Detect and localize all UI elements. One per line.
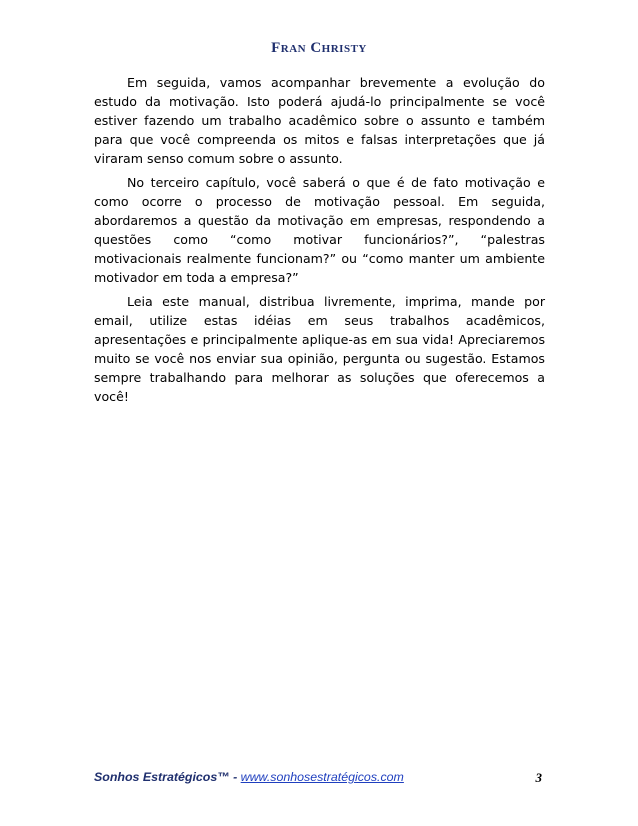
paragraph-2: No terceiro capítulo, você saberá o que é de fato motivação e como ocorre o processo de motivação pessoal. Em seguida, abordaremos a questão da motivação em empresas, respondendo a questões como “como motivar funcionários?”, “palestras motivacionais realmente funcionam?” ou “como manter um ambiente motivador em toda a empresa?”: [94, 175, 545, 285]
page-footer: [94, 770, 542, 790]
body-text: [94, 73, 545, 411]
page-header-author: Fran Christy: [271, 40, 367, 56]
paragraph-3: Leia este manual, distribua livremente, imprima, mande por email, utilize estas idéias em seus trabalhos acadêmicos, apresentações e principalmente aplique-as em sua vida! Apreciaremos muito se você nos enviar sua opinião, pergunta ou sugestão. Estamos sempre trabalhando para melhorar as soluções que oferecemos a você!: [94, 294, 545, 404]
page-number: 3: [535, 770, 542, 785]
footer-website-link[interactable]: www.sonhosestratégicos.com: [240, 770, 404, 784]
paragraph-1: Em seguida, vamos acompanhar brevemente a evolução do estudo da motivação. Isto poderá ajudá-lo principalmente se você estiver fazendo um trabalho acadêmico sobre o assunto e também para que você compreenda os mitos e falsas interpretações que já viraram senso comum sobre o assunto.: [94, 75, 545, 166]
footer-separator: -: [229, 770, 241, 784]
footer-brand: Sonhos Estratégicos™: [94, 770, 230, 784]
